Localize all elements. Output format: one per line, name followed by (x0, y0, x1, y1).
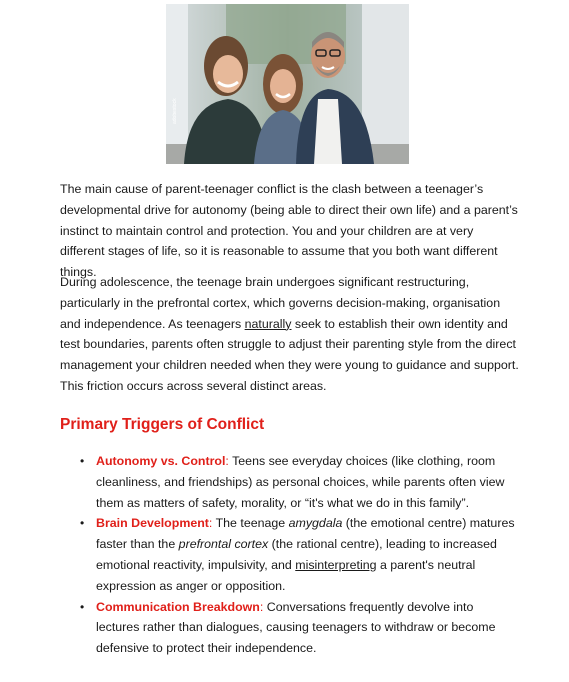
p2-text-2: seek to establish their own identity and test boundaries, parents often struggle to adjust their parenting style from the direct management your children needed when they were young to guidance and support. This friction occurs across several distinct areas. (60, 316, 519, 393)
item-term: Communication Breakdown (96, 599, 260, 614)
item-italic-prefrontal: prefrontal cortex (178, 537, 269, 552)
intro-paragraph-2 (60, 272, 520, 397)
family-photo-illustration (166, 4, 409, 164)
list-item-autonomy (60, 451, 520, 513)
item-text-1: The teenage (212, 516, 289, 531)
item-term-sep: : (208, 516, 213, 531)
item-term: Autonomy vs. Control (96, 454, 226, 468)
section-heading: Primary Triggers of Conflict (60, 416, 265, 433)
item-italic-amygdala: amygdala (288, 516, 343, 531)
item-text-2: (the emotional centre) matures faster than the (96, 516, 515, 552)
watermark-text: adobestock (172, 98, 178, 124)
item-text-3: (the rational centre), leading to increased emotional reactivity, impulsivity, and (96, 537, 497, 572)
item-text-4: a parent's neutral expression as anger or opposition. (96, 557, 476, 593)
item-term-sep: : (259, 599, 264, 614)
bullet-icon: • (80, 454, 85, 468)
p2-underlined-word: naturally (244, 316, 292, 331)
bullet-icon: • (80, 516, 85, 531)
item-underlined-word: misinterpreting (295, 557, 377, 572)
item-text: Conversations frequently devolve into lectures rather than dialogues, causing teenagers to withdraw or become defensive to protect their independence. (96, 599, 496, 656)
family-photo (166, 4, 409, 164)
list-item-brain-development (60, 513, 520, 596)
item-term: Brain Development (96, 516, 209, 531)
triggers-list (60, 451, 520, 659)
item-text: Teens see everyday choices (like clothing, room cleanliness, and friendships) as personal choices, while parents often view them as matters of safety, morality, or “it's what we do in this family”. (96, 454, 505, 510)
item-term-sep: : (225, 454, 229, 468)
intro-paragraph-1: The main cause of parent-teenager conflict is the clash between a teenager’s developmental drive for autonomy (being able to direct their own life) and a parent’s instinct to maintain control and protection. You and your children are at very different stages of life, so it is reasonable to assume that you both want different things. (60, 182, 518, 280)
bullet-icon: • (80, 599, 85, 614)
p2-text-1: During adolescence, the teenage brain undergoes significant restructuring, particularly in the prefrontal cortex, which governs decision-making, organisation and independence. As teenagers (60, 275, 501, 331)
list-item-communication (60, 597, 520, 659)
